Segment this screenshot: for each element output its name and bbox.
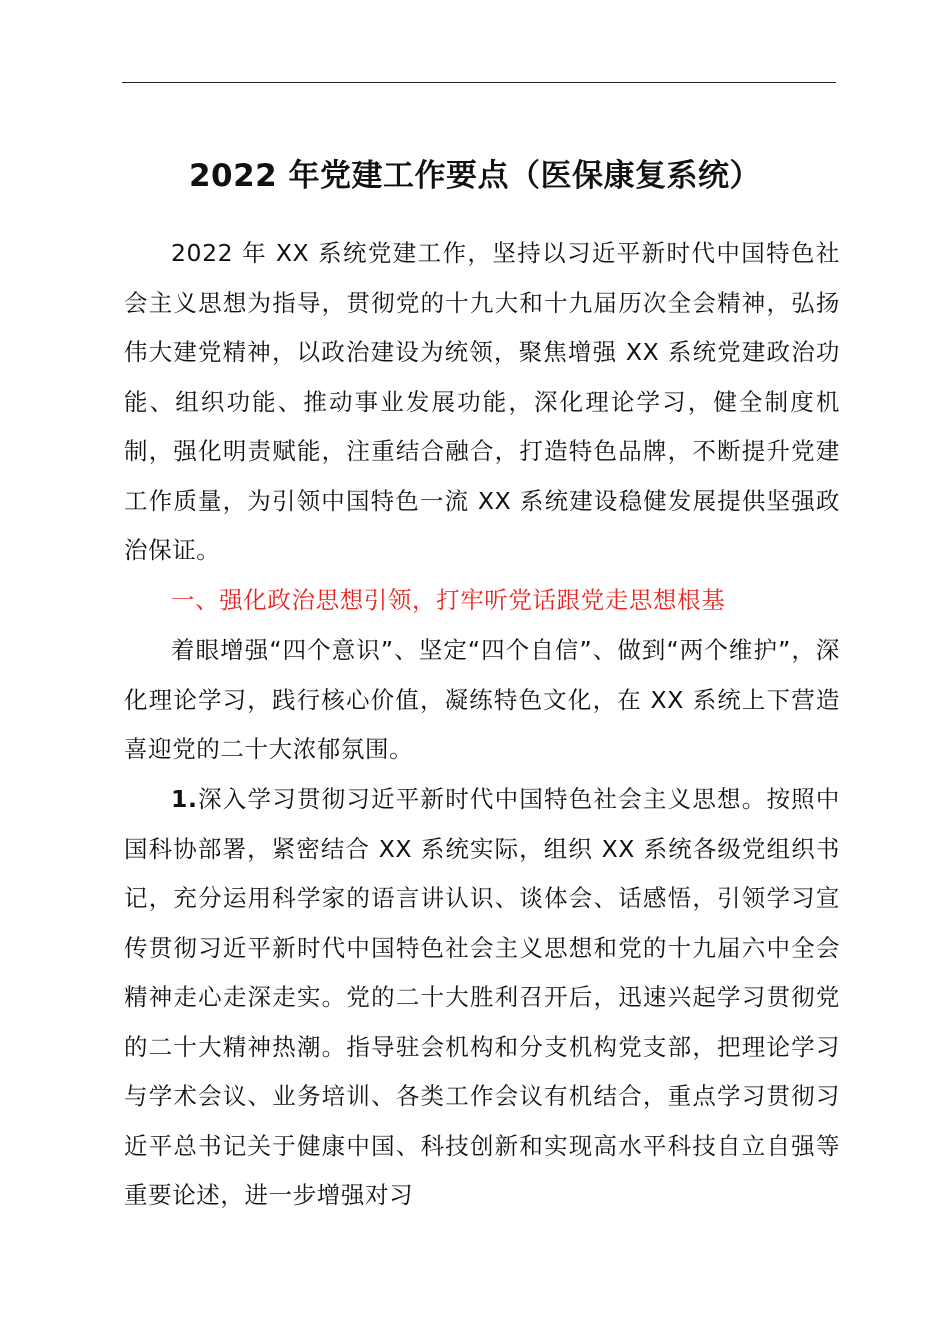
document-title: 2022 年党建工作要点（医保康复系统） xyxy=(188,158,762,194)
section-1-heading: 一、强化政治思想引领，打牢听党话跟党走思想根基 xyxy=(171,586,726,614)
item-1-paragraph xyxy=(124,775,840,1221)
item-1-number: 1. xyxy=(171,785,198,813)
item-1-text: 深入学习贯彻习近平新时代中国特色社会主义思想。按照中国科协部署，紧密结合 XX 系统实际，组织 XX 系统各级党组织书记，充分运用科学家的语言讲认识、谈体会、话感悟，引领学习宣传贯彻习近平新时代中国特色社会主义思想和党的十九届六中全会精神走心走深走实。党的二十大胜利召开后，迅速兴起学习贯彻党的二十大精神热潮。指导驻会机构和分支机构党支部，把理论学习与学术会议、业务培训、各类工作会议有机结合，重点学习贯彻习近平总书记关于健康中国、科技创新和实现高水平科技自立自强等重要论述，进一步增强对习 xyxy=(124,785,840,1209)
intro-paragraph: 2022 年 XX 系统党建工作，坚持以习近平新时代中国特色社会主义思想为指导，贯彻党的十九大和十九届历次全会精神，弘扬伟大建党精神，以政治建设为统领，聚焦增强 XX 系统党建政治功能、组织功能、推动事业发展功能，深化理论学习，健全制度机制，强化明责赋能，注重结合融合，打造特色品牌，不断提升党建工作质量，为引领中国特色一流 XX 系统建设稳健发展提供坚强政治保证。 xyxy=(124,239,840,564)
header-rule xyxy=(122,82,836,83)
section-1-paragraph: 着眼增强“四个意识”、坚定“四个自信”、做到“两个维护”，深化理论学习，践行核心价值，凝练特色文化，在 XX 系统上下营造喜迎党的二十大浓郁氛围。 xyxy=(124,636,840,763)
